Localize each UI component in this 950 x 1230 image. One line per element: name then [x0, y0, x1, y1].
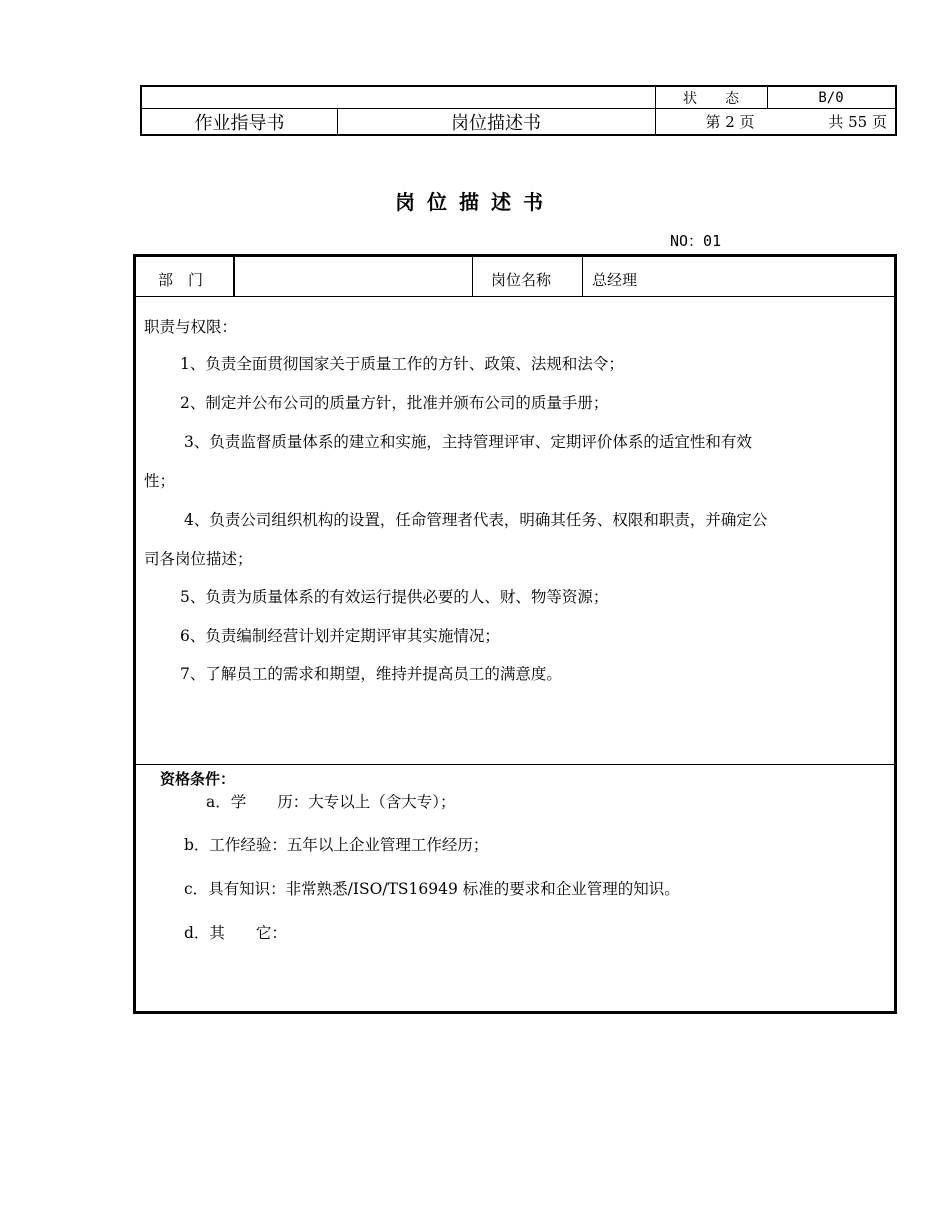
duty-line: 5、负责为质量体系的有效运行提供必要的人、财、物等资源；	[180, 588, 609, 606]
qualifications-heading: 资格条件：	[160, 770, 236, 788]
status-value: B/0	[818, 89, 844, 106]
duty-line: 6、负责编制经营计划并定期评审其实施情况；	[180, 627, 500, 645]
document-number: NO：01	[670, 232, 722, 250]
document-header-table	[140, 85, 897, 136]
duty-line: 1、负责全面贯彻国家关于质量工作的方针、政策、法规和法令；	[180, 355, 624, 373]
duty-line: 性；	[144, 472, 176, 490]
qualification-item: a．学 历：大专以上（含大专）；	[206, 793, 456, 811]
doc-name: 岗位描述书	[451, 112, 541, 134]
post-value: 总经理	[592, 271, 638, 289]
page-total: 共 55 页	[828, 113, 887, 131]
post-label: 岗位名称	[491, 271, 552, 289]
job-description-table	[133, 254, 897, 1014]
status-label: 状 态	[683, 90, 739, 107]
duty-line: 司各岗位描述；	[144, 550, 253, 568]
doc-type: 作业指导书	[194, 112, 285, 134]
qualification-item: d．其 它：	[184, 924, 287, 942]
duty-line: 7、了解员工的需求和期望，维持并提高员工的满意度。	[180, 665, 562, 683]
page-current: 第 2 页	[705, 113, 755, 131]
duties-heading: 职责与权限：	[144, 318, 238, 336]
duty-line: 4、负责公司组织机构的设置，任命管理者代表，明确其任务、权限和职责，并确定公	[184, 511, 768, 529]
qualification-item: c．具有知识：非常熟悉/ISO/TS16949 标准的要求和企业管理的知识。	[184, 880, 680, 898]
duty-line: 3、负责监督质量体系的建立和实施，主持管理评审、定期评价体系的适宜性和有效	[184, 433, 752, 451]
duty-line: 2、制定并公布公司的质量方针，批准并颁布公司的质量手册；	[180, 394, 609, 412]
dept-label: 部 门	[158, 271, 204, 289]
qualification-item: b．工作经验：五年以上企业管理工作经历；	[184, 836, 489, 854]
page-title: 岗位描述书	[395, 190, 555, 214]
